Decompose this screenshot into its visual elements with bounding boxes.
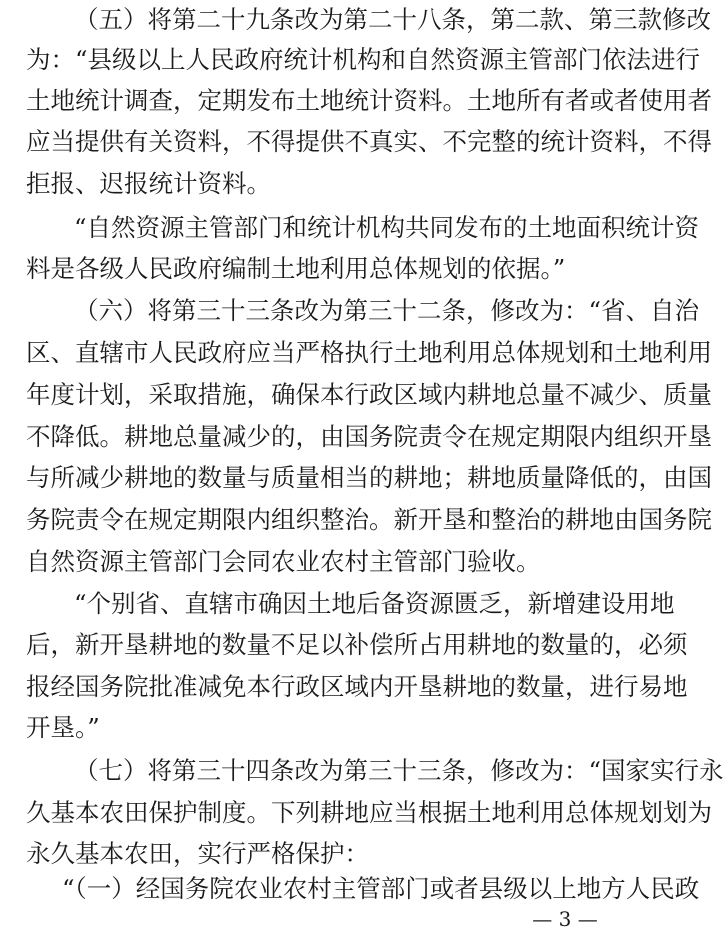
text-line: 应当提供有关资料，不得提供不真实、不完整的统计资料，不得	[26, 127, 712, 156]
page-number: — 3 —	[532, 907, 598, 931]
text-line: 不降低。耕地总量减少的，由国务院责令在规定期限内组织开垦	[26, 422, 712, 451]
text-line: “（一）经国务院农业农村主管部门或者县级以上地方人民政	[62, 874, 700, 903]
text-line: （六）将第三十三条改为第三十二条，修改为：“省、自治	[74, 296, 700, 325]
text-line: “自然资源主管部门和统计机构共同发布的土地面积统计资	[74, 213, 700, 242]
text-line: “个别省、直辖市确因土地后备资源匮乏，新增建设用地	[74, 589, 675, 618]
text-line: 与所减少耕地的数量与质量相当的耕地；耕地质量降低的，由国	[26, 463, 712, 492]
text-line: 为：“县级以上人民政府统计机构和自然资源主管部门依法进行	[26, 45, 701, 74]
text-line: 报经国务院批准减免本行政区域内开垦耕地的数量，进行易地	[26, 672, 688, 701]
text-line: 土地统计调查，定期发布土地统计资料。土地所有者或者使用者	[26, 86, 712, 115]
text-line: 自然资源主管部门会同农业农村主管部门验收。	[26, 547, 541, 576]
text-line: 后，新开垦耕地的数量不足以补偿所占用耕地的数量的，必须	[26, 630, 688, 659]
text-line: 料是各级人民政府编制土地利用总体规划的依据。”	[26, 254, 566, 283]
text-line: 久基本农田保护制度。下列耕地应当根据土地利用总体规划划为	[26, 798, 712, 827]
text-line: （五）将第二十九条改为第二十八条，第二款、第三款修改	[74, 5, 711, 34]
text-line: （七）将第三十四条改为第三十三条，修改为：“国家实行永	[74, 756, 724, 785]
text-line: 务院责令在规定期限内组织整治。新开垦和整治的耕地由国务院	[26, 505, 712, 534]
text-line: 永久基本农田，实行严格保护：	[26, 839, 369, 868]
text-line: 区、直辖市人民政府应当严格执行土地利用总体规划和土地利用	[26, 338, 712, 367]
text-line: 年度计划，采取措施，确保本行政区域内耕地总量不减少、质量	[26, 380, 712, 409]
text-line: 拒报、迟报统计资料。	[26, 169, 271, 198]
text-line: 开垦。”	[26, 713, 100, 742]
